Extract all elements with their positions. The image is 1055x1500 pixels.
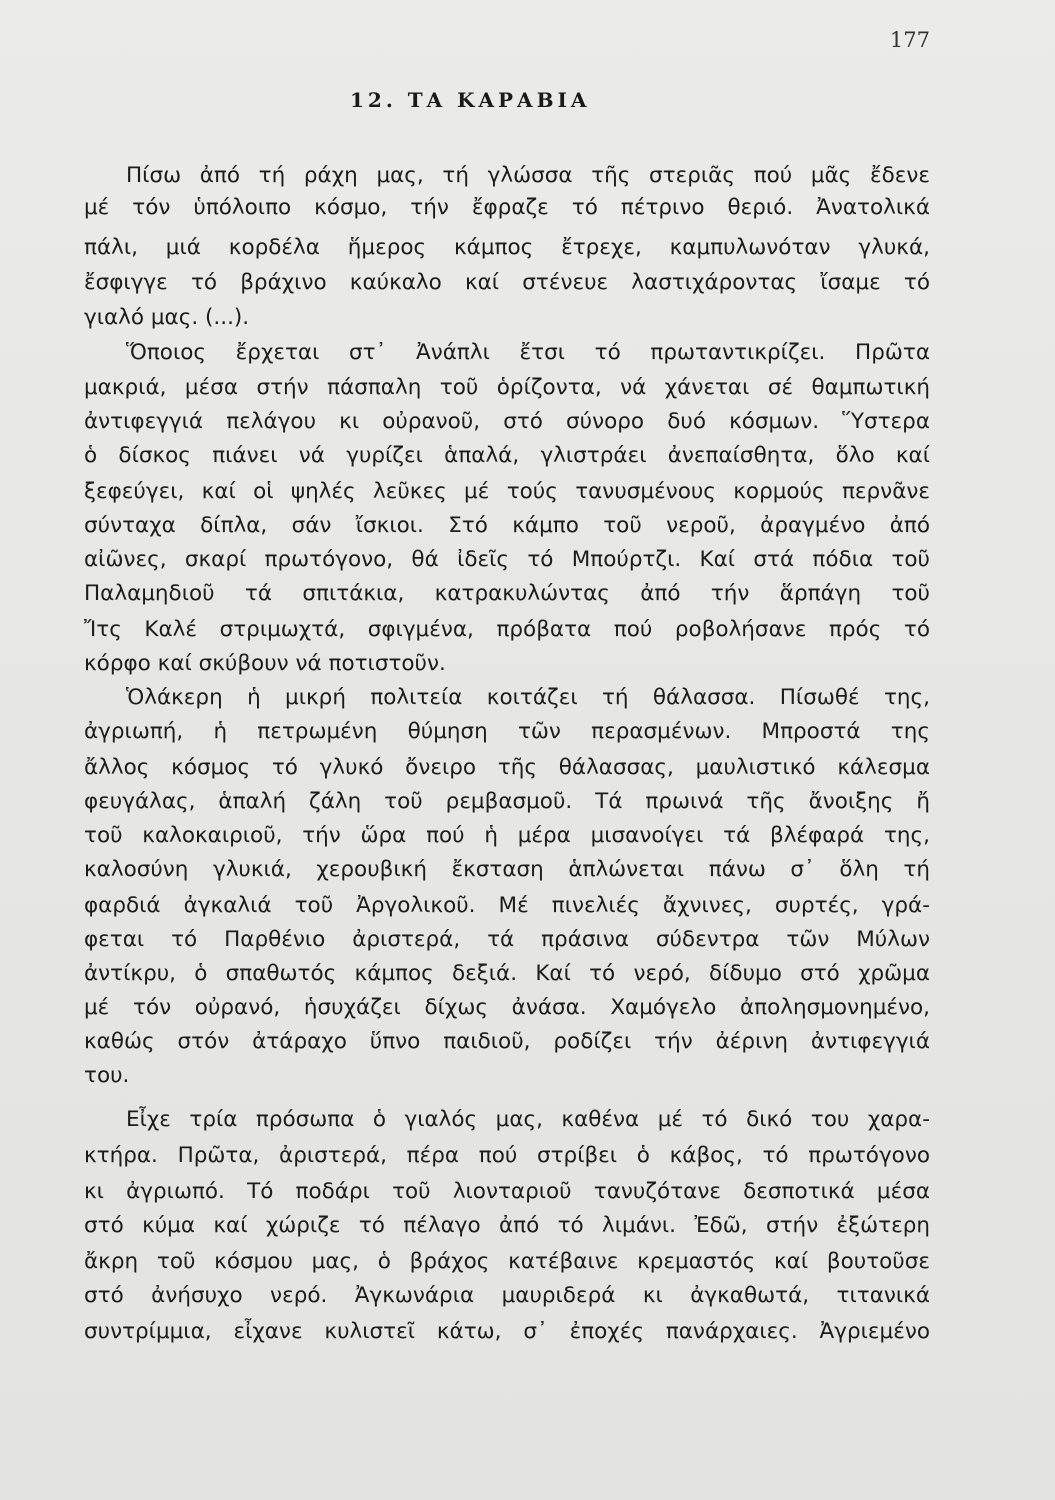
text-line: φαρδιά ἀγκαλιά τοῦ Ἀργολικοῦ. Μέ πινελιές ἄχνινες, συρτές, γρά- (84, 893, 930, 918)
text-line: καλοσύνη γλυκιά, χερουβική ἔκσταση ἁπλώνεται πάνω σ᾽ ὅλη τή (84, 857, 930, 882)
text-line: μακριά, μέσα στήν πάσπαλη τοῦ ὁρίζοντα, νά χάνεται σέ θαμπωτική (84, 375, 930, 400)
text-line: τοῦ καλοκαιριοῦ, τήν ὥρα πού ἡ μέρα μισανοίγει τά βλέφαρά της, (84, 823, 930, 848)
text-line: πάλι, μιά κορδέλα ἥμερος κάμπος ἔτρεχε, καμπυλωνόταν γλυκά, (84, 235, 930, 260)
text-line: ἔσφιγγε τό βράχινο καύκαλο καί στένευε λαστιχάροντας ἴσαμε τό (84, 270, 930, 295)
text-line: φευγάλας, ἁπαλή ζάλη τοῦ ρεμβασμοῦ. Τά πρωινά τῆς ἄνοιξης ἤ (84, 789, 930, 814)
text-line: Ὅποιος ἔρχεται στ᾽ Ἀνάπλι ἔτσι τό πρωταντικρίζει. Πρῶτα (126, 340, 930, 365)
text-line: Ὁλάκερη ἡ μικρή πολιτεία κοιτάζει τή θάλασσα. Πίσωθέ της, (126, 685, 930, 710)
text-line: Ἴτς Καλέ στριμωχτά, σφιγμένα, πρόβατα πού ροβολήσανε πρός τό (84, 617, 930, 642)
text-line: στό κύμα καί χώριζε τό πέλαγο ἀπό τό λιμάνι. Ἐδῶ, στήν ἐξώτερη (84, 1213, 930, 1238)
text-line: ἄλλος κόσμος τό γλυκό ὄνειρο τῆς θάλασσας, μαυλιστικό κάλεσμα (84, 755, 930, 780)
text-line: κτήρα. Πρῶτα, ἀριστερά, πέρα πού στρίβει ὁ κάβος, τό πρωτόγονο (84, 1143, 930, 1168)
text-line: ἀντιφεγγιά πελάγου κι οὐρανοῦ, στό σύνορο δυό κόσμων. Ὕστερα (84, 409, 930, 434)
text-line: ἀγριωπή, ἡ πετρωμένη θύμηση τῶν περασμένων. Μπροστά της (84, 719, 930, 744)
text-line: του. (84, 1063, 130, 1088)
text-line: μέ τόν οὐρανό, ἡσυχάζει δίχως ἀνάσα. Χαμόγελο ἀπολησμονημένο, (84, 995, 930, 1020)
chapter-title: 12. ΤΑ ΚΑΡΑΒΙΑ (350, 88, 591, 112)
text-line: ἀντίκρυ, ὁ σπαθωτός κάμπος δεξιά. Καί τό νερό, δίδυμο στό χρῶμα (84, 961, 930, 986)
text-line: γιαλό μας. (...). (84, 305, 250, 330)
text-line: στό ἀνήσυχο νερό. Ἀγκωνάρια μαυριδερά κι ἀγκαθωτά, τιτανικά (84, 1283, 930, 1308)
text-line: ὁ δίσκος πιάνει νά γυρίζει ἁπαλά, γλιστράει ἀνεπαίσθητα, ὅλο καί (84, 443, 930, 468)
text-line: Παλαμηδιοῦ τά σπιτάκια, κατρακυλώντας ἀπό τήν ἅρπάγη τοῦ (84, 581, 930, 606)
text-line: Πίσω ἀπό τή ράχη μας, τή γλώσσα τῆς στεριᾶς πού μᾶς ἔδενε (126, 163, 930, 188)
text-line: συντρίμμια, εἶχανε κυλιστεῖ κάτω, σ᾽ ἐποχές πανάρχαιες. Ἀγριεμένο (84, 1319, 930, 1344)
text-line: αἰῶνες, σκαρί πρωτόγονο, θά ἰδεῖς τό Μπούρτζι. Καί στά πόδια τοῦ (84, 547, 930, 572)
text-line: κι ἀγριωπό. Τό ποδάρι τοῦ λιονταριοῦ τανυζότανε δεσποτικά μέσα (84, 1179, 930, 1204)
text-line: ξεφεύγει, καί οἱ ψηλές λεῦκες μέ τούς τανυσμένους κορμούς περνᾶνε (84, 479, 930, 504)
text-line: ἄκρη τοῦ κόσμου μας, ὁ βράχος κατέβαινε κρεμαστός καί βουτοῦσε (84, 1249, 930, 1274)
text-line: σύνταχα δίπλα, σάν ἴσκιοι. Στό κάμπο τοῦ νεροῦ, ἀραγμένο ἀπό (84, 513, 930, 538)
text-line: καθώς στόν ἀτάραχο ὕπνο παιδιοῦ, ροδίζει τήν ἀέρινη ἀντιφεγγιά (84, 1029, 930, 1054)
text-line: φεται τό Παρθένιο ἀριστερά, τά πράσινα σύδεντρα τῶν Μύλων (84, 927, 930, 952)
text-line: κόρφο καί σκύβουν νά ποτιστοῦν. (84, 651, 446, 676)
text-line: Εἶχε τρία πρόσωπα ὁ γιαλός μας, καθένα μέ τό δικό του χαρα- (126, 1107, 930, 1132)
page-number: 177 (889, 28, 930, 52)
text-line: μέ τόν ὑπόλοιπο κόσμο, τήν ἔφραζε τό πέτρινο θεριό. Ἀνατολικά (84, 195, 930, 220)
